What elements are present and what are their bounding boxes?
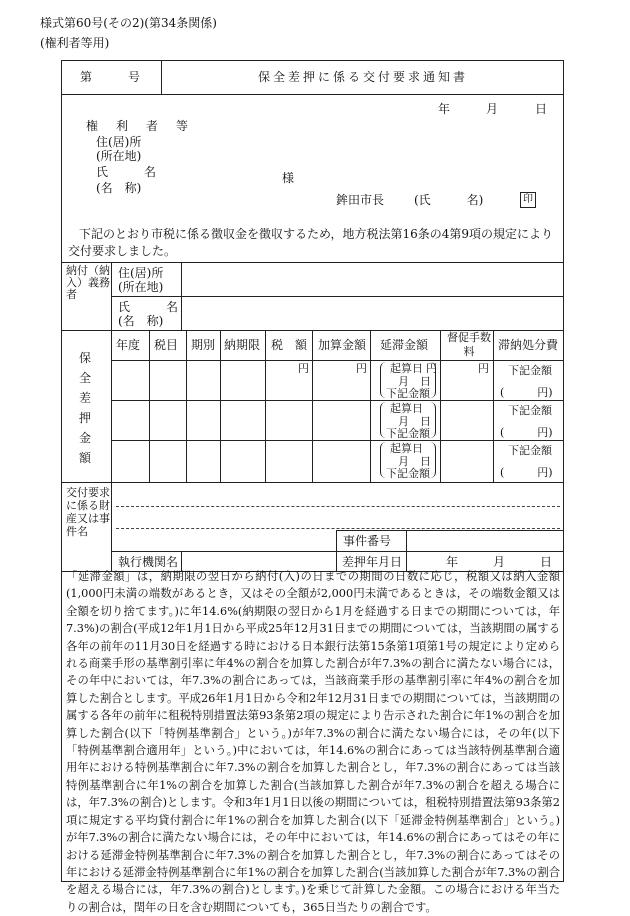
divider: [312, 330, 313, 482]
date-year: 年: [438, 102, 451, 116]
divider: [493, 330, 494, 482]
agency-label: 執行機関名: [118, 555, 179, 569]
recipient-name-sub: (名 称): [96, 181, 142, 195]
col-header: 税目: [154, 338, 179, 352]
divider: [61, 262, 564, 263]
issuer-title: 鉾田市長: [336, 193, 385, 207]
notes-text: 「延滞金額」は，納期限の翌日から納付(入)の日までの期間の日数に応じ，税額又は納入金額(1,000円未満の端数があるとき，又はその全額が2,000円未満であるときは，その端数金額又は全額を切り捨てます。)に年14.6%(納期限の翌日から1月を経過する日までの期間については，年7.3%)の割合(平成12年1月1日から平成25年12月31日までの期間については，当該期間の属する各年の前年の11月30日を経過する時における日本銀行法第15条第1項第1号の規定により定められる商業手形の基準割引率に年4%の割合を加算した割合が年7.3%の割合に満たない場合には，その年中においては，年7.3%の割合にあっては，当該商業手形の基準割引率に年4%の割合を加算した割合とします。平成26年1月1日から令和2年12月31日までの期間については，当該期間の属する各年の前年に租税特別措置法第93条第2項の規定により告示された割合に年1%の割合を加算した割合(以下「特例基準割合」という。)が年7.3%の割合に満たない場合には，その年(以下「特例基準割合適用年」という。)中においては，年14.6%の割合にあっては当該特例基準割合適用年における特例基準割合に年7.3%の割合を加算した割合とし，年7.3%の割合にあっては当該特例基準割合に年1%の割合を加算した割合(当該加算した割合が年7.3%の割合を超える場合には，年7.3%の割合)とします。令和3年1月1日以後の期間については，租税特別措置法第93条第2項に規定する平均貸付割合に年1%の割合を加算した割合(以下「延滞金特例基準割合」という。)が年7.3%の割合に満たない場合には，その年中においては，年14.6%の割合にあってはその年における延滞金特例基準割合に年7.3%の割合を加算した割合とし，年7.3%の割合にあってはその年における延滞金特例基準割合に年1%の割合を加算した割合(当該加算した割合が年7.3%の割合を超える場合には，年7.3%の割合)とします。)を乗じて計算した金額。この場合における年当たりの割合は，閏年の日を含む期間についても，365日当たりの割合です。: [66, 570, 560, 914]
kisan-day-label: 起算日: [390, 362, 423, 375]
shita-kiki-label: 下記金額: [386, 387, 430, 400]
obligor-address-sub: (所在地): [118, 280, 164, 294]
property-side-label: 交付要求に係る財産又は事件名: [66, 486, 110, 538]
shita-kiki-label: 下記金額: [386, 467, 430, 480]
col-header: 期別: [191, 338, 216, 352]
document-title: 保全差押に係る交付要求通知書: [258, 70, 469, 84]
dashed-line: [116, 528, 560, 529]
divider: [161, 60, 162, 94]
case-number-label: 事件番号: [343, 534, 392, 548]
divider: [111, 400, 564, 401]
month-day-label: 月 日: [398, 415, 431, 428]
month-day-label: 月 日: [398, 455, 431, 468]
honorific: 様: [282, 171, 295, 185]
kisan-day-label: 起算日: [390, 402, 423, 415]
obligor-name-sub: (名 称): [118, 314, 164, 328]
obligor-address-label: 住(居)所: [118, 266, 164, 280]
form-number: 様式第60号(その2)(第34条関係): [40, 16, 217, 30]
divider: [61, 94, 564, 95]
divider: [61, 482, 564, 483]
recipient-heading: 権 利 者 等: [86, 119, 192, 133]
divider: [186, 330, 187, 482]
document-number-label: 第 号: [80, 70, 141, 84]
col-header: 税 額: [271, 338, 308, 352]
kisan-day-label: 起算日: [390, 442, 423, 455]
col-header: 督促手数料: [447, 331, 491, 358]
divider: [336, 530, 564, 531]
yen-unit: 円: [426, 362, 437, 375]
obligor-side-label: 納付（納入）義務者: [66, 264, 110, 301]
col-header: 納期限: [224, 338, 261, 352]
date-month: 月: [486, 102, 499, 116]
divider: [111, 482, 112, 571]
divider: [111, 551, 564, 552]
recipient-address-sub: (所在地): [96, 149, 142, 163]
date-day: 日: [535, 102, 548, 116]
divider: [265, 330, 266, 482]
amount-side-label: 保全差押金額: [78, 351, 91, 465]
shita-kiki-label: 下記金額: [508, 404, 552, 417]
col-header: 延滞金額: [380, 338, 429, 352]
shita-kiki-label: 下記金額: [508, 364, 552, 377]
yen-unit: 円: [478, 362, 489, 375]
divider: [149, 330, 150, 482]
form-subtitle: (権利者等用): [40, 36, 110, 50]
paren-yen: ( 円): [500, 426, 553, 439]
divider: [440, 330, 441, 482]
divider: [111, 440, 564, 441]
shita-kiki-label: 下記金額: [508, 444, 552, 457]
issuer-name: (氏 名): [414, 193, 484, 207]
recipient-address-label: 住(居)所: [96, 135, 142, 149]
yen-unit: 円: [298, 362, 309, 375]
recipient-name-label: 氏 名: [96, 165, 157, 179]
seizure-day: 日: [540, 555, 553, 569]
intro-text: 下記のとおり市税に係る徴収金を徴収するため，地方税法第16条の4第9項の規定により交付要求しました。: [68, 227, 554, 258]
seizure-month: 月: [493, 555, 506, 569]
shita-kiki-label: 下記金額: [386, 427, 430, 440]
divider: [111, 360, 564, 361]
col-header: 年度: [116, 338, 141, 352]
seizure-date-label: 差押年月日: [342, 555, 403, 569]
paren-yen: ( 円): [500, 386, 553, 399]
col-header: 滞納処分費: [498, 338, 559, 352]
paren-yen: ( 円): [500, 466, 553, 479]
seal-mark: 印: [520, 192, 536, 208]
col-header: 加算金額: [318, 338, 367, 352]
divider: [111, 296, 564, 297]
obligor-name-label: 氏 名: [118, 300, 179, 314]
divider: [220, 330, 221, 482]
month-day-label: 月 日: [398, 375, 431, 388]
seizure-year: 年: [446, 555, 459, 569]
dashed-line: [116, 506, 560, 507]
yen-unit: 円: [356, 362, 367, 375]
divider: [370, 330, 371, 482]
